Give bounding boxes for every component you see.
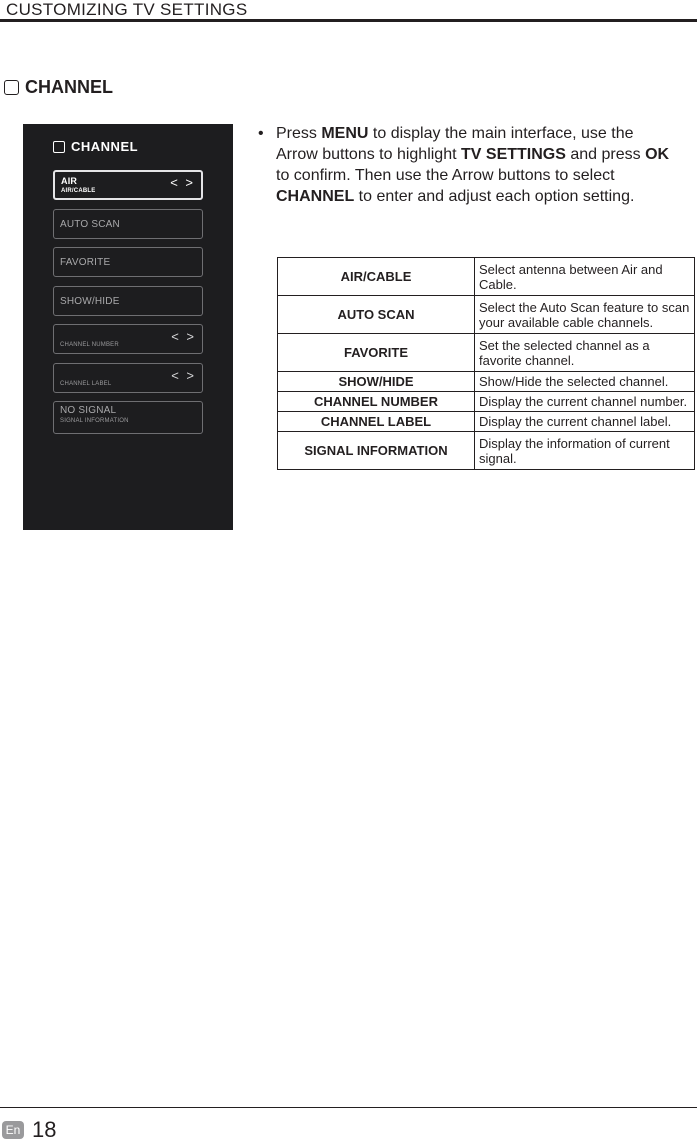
option-description: Select the Auto Scan feature to scan your available cable channels.: [475, 296, 695, 334]
tv-menu-item-sublabel: AIR/CABLE: [61, 188, 96, 194]
tv-menu-item-channel-number: [53, 324, 203, 354]
option-name: SIGNAL INFORMATION: [278, 432, 475, 470]
instruction-text-part: to confirm. Then use the Arrow buttons to select: [276, 167, 615, 184]
section-heading-label: CHANNEL: [25, 77, 113, 97]
menu-tv-settings: TV SETTINGS: [461, 146, 566, 163]
option-name: FAVORITE: [278, 334, 475, 372]
option-name: AUTO SCAN: [278, 296, 475, 334]
table-row: [278, 372, 695, 392]
table-row: [278, 334, 695, 372]
option-description: Show/Hide the selected channel.: [475, 372, 695, 392]
title-rule: [0, 19, 697, 22]
instruction-text: [276, 123, 676, 207]
tv-menu-item-label: NO SIGNAL: [60, 405, 117, 416]
channel-options-table: [277, 257, 695, 470]
key-menu: MENU: [321, 125, 369, 142]
left-right-arrows-icon: < >: [171, 368, 196, 383]
tv-menu-header: [53, 139, 138, 154]
option-description: Select antenna between Air and Cable.: [475, 258, 695, 296]
table-row: [278, 432, 695, 470]
option-description: Set the selected channel as a favorite channel.: [475, 334, 695, 372]
table-row: [278, 296, 695, 334]
left-right-arrows-icon: < >: [171, 329, 196, 344]
instruction-text-part: and press: [565, 146, 646, 163]
tv-menu-item-sublabel: SIGNAL INFORMATION: [60, 418, 129, 424]
tv-menu-item-label: CHANNEL LABEL: [60, 381, 112, 387]
tv-menu-screenshot: [23, 124, 233, 530]
option-name: CHANNEL LABEL: [278, 412, 475, 432]
option-name: SHOW/HIDE: [278, 372, 475, 392]
tv-menu-item-air-cable: [53, 170, 203, 200]
checkbox-icon: [53, 141, 65, 153]
option-name: CHANNEL NUMBER: [278, 392, 475, 412]
left-right-arrows-icon: < >: [170, 175, 195, 190]
page-title: CUSTOMIZING TV SETTINGS: [6, 0, 248, 19]
tv-menu-item-auto-scan: [53, 209, 203, 239]
option-description: Display the current channel label.: [475, 412, 695, 432]
menu-channel: CHANNEL: [276, 188, 355, 205]
instruction-text-part: to display the main interface, use the Arrow buttons to highlight: [276, 125, 634, 163]
checkbox-icon: [4, 80, 19, 95]
tv-menu-item-signal-information: [53, 401, 203, 434]
tv-menu-item-favorite: [53, 247, 203, 277]
tv-menu-item-label: FAVORITE: [60, 257, 111, 268]
tv-menu-item-label: AUTO SCAN: [60, 219, 120, 230]
tv-menu-item-label: CHANNEL NUMBER: [60, 342, 119, 348]
tv-menu-header-label: CHANNEL: [71, 139, 139, 154]
tv-menu-item-label: AIR: [61, 176, 78, 186]
table-row: [278, 392, 695, 412]
option-name: AIR/CABLE: [278, 258, 475, 296]
tv-menu-item-channel-label: [53, 363, 203, 393]
tv-menu-item-label: SHOW/HIDE: [60, 296, 120, 307]
language-badge: En: [2, 1121, 24, 1139]
bullet: •: [258, 125, 264, 142]
section-heading: [4, 77, 113, 98]
table-row: [278, 258, 695, 296]
page-number: 18: [32, 1117, 57, 1142]
option-description: Display the information of current signal.: [475, 432, 695, 470]
option-description: Display the current channel number.: [475, 392, 695, 412]
key-ok: OK: [645, 146, 670, 163]
table-row: [278, 412, 695, 432]
footer-rule: [0, 1107, 697, 1108]
instruction-text-part: Press: [276, 125, 322, 142]
instruction-text-part: to enter and adjust each option setting.: [354, 188, 635, 205]
tv-menu-item-show-hide: [53, 286, 203, 316]
